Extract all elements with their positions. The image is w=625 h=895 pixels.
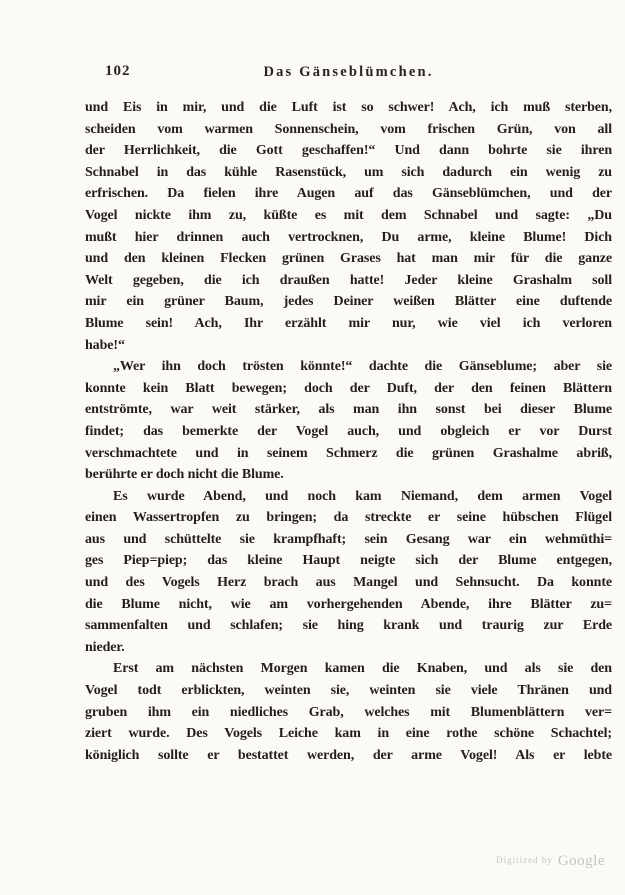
text-line: der Herrlichkeit, die Gott geschaffen!“ Und dann bohrte sie ihren (85, 143, 612, 159)
text-line: mußt hier drinnen auch vertrocknen, Du arme, kleine Blume! Dich (85, 229, 612, 245)
text-line: die Blume nicht, wie am vorhergehenden Abende, ihre Blätter zu= (85, 596, 612, 612)
text-line: aus und schüttelte sie krampfhaft; sein Gesang war ein wehmüthi= (85, 531, 612, 547)
text-line: nieder. (85, 639, 125, 655)
text-line: scheiden vom warmen Sonnenschein, vom frischen Grün, von all (85, 121, 612, 137)
watermark-prefix: Digitized by (496, 855, 553, 865)
page-number: 102 (105, 63, 131, 79)
text-line: Welt gegeben, die ich draußen hatte! Jeder kleine Grashalm soll (85, 272, 612, 288)
text-line: Es wurde Abend, und noch kam Niemand, dem armen Vogel (113, 488, 612, 504)
text-line: und des Vogels Herz brach aus Mangel und Sehnsucht. Da konnte (85, 575, 612, 591)
google-logo: Google (557, 853, 605, 869)
text-line: „Wer ihn doch trösten könnte!“ dachte die Gänseblume; aber sie (113, 359, 612, 375)
text-line: konnte kein Blatt bewegen; doch der Duft, der den feinen Blättern (85, 380, 612, 396)
text-block (85, 97, 612, 766)
text-line: gruben ihm ein niedliches Grab, welches mit Blumenblättern ver= (85, 704, 612, 720)
text-line: Schnabel in das kühle Rasenstück, um sich dadurch ein wenig zu (85, 164, 612, 180)
text-line: und den kleinen Flecken grünen Grases hat man mir für die ganze (85, 251, 612, 267)
digitization-watermark (496, 852, 605, 870)
text-line: sammenfalten und schlafen; sie hing krank und traurig zur Erde (85, 618, 612, 634)
text-line: und Eis in mir, und die Luft ist so schwer! Ach, ich muß sterben, (85, 100, 612, 115)
text-line: Erst am nächsten Morgen kamen die Knaben, und als sie den (113, 661, 612, 677)
text-line: königlich sollte er bestattet werden, der arme Vogel! Als er lebte (85, 747, 612, 763)
text-line: berührte er doch nicht die Blume. (85, 467, 284, 483)
text-line: mir ein grüner Baum, jedes Deiner weißen Blätter eine duftende (85, 294, 612, 310)
text-line: ziert wurde. Des Vogels Leiche kam in eine rothe schöne Schachtel; (85, 726, 612, 742)
page-header (85, 63, 612, 83)
text-line: findet; das bemerkte der Vogel auch, und obgleich er vor Durst (85, 423, 612, 439)
text-line: Blume sein! Ach, Ihr erzählt mir nur, wie viel ich verloren (85, 315, 612, 331)
text-line: habe!“ (85, 337, 125, 353)
running-title: Das Gänseblümchen. (263, 64, 434, 80)
text-line: Vogel nickte ihm zu, küßte es mit dem Schnabel und sagte: „Du (85, 207, 612, 223)
text-line: verschmachtete und in seinem Schmerz die grünen Grashalme abriß, (85, 445, 612, 461)
text-line: entströmte, war weit stärker, als man ihn sonst bei dieser Blume (85, 402, 612, 418)
text-line: Vogel todt erblickten, weinten sie, weinten sie viele Thränen und (85, 683, 612, 699)
text-line: ges Piep=piep; das kleine Haupt neigte sich der Blume entgegen, (85, 553, 612, 569)
text-line: erfrischen. Da fielen ihre Augen auf das Gänseblümchen, und der (85, 186, 612, 202)
text-line: einen Wassertropfen zu bringen; da streckte er seine hübschen Flügel (85, 510, 612, 526)
